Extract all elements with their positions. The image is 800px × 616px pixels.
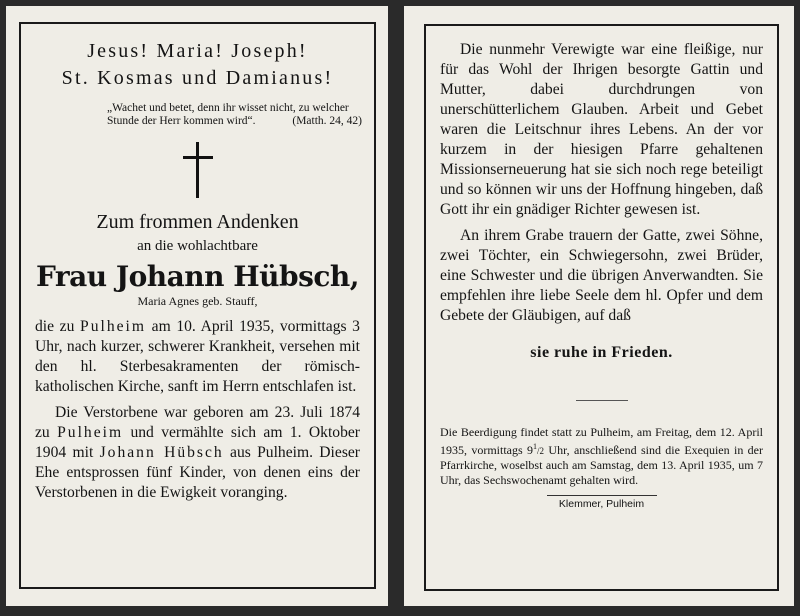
birthplace-pulheim: Pulheim bbox=[57, 424, 124, 441]
divider-line bbox=[576, 400, 628, 401]
husband-name: Johann Hübsch bbox=[99, 444, 224, 461]
invocation-line-2: St. Kosmas und Damianus! bbox=[61, 67, 334, 89]
memorial-heading: Zum frommen Andenken bbox=[96, 211, 299, 233]
latin-cross-icon bbox=[183, 142, 213, 198]
rest-in-peace: sie ruhe in Frieden. bbox=[530, 344, 673, 361]
place-pulheim: Pulheim bbox=[80, 318, 147, 335]
biography-paragraph: Die Verstorbene war geboren am 23. Juli 1874 zu Pulheim und vermählte sich am 1. Oktober 1904 mit Johann Hübsch aus Pulheim. Dieser Ehe entsprossen fünf Kinder, von denen eins der Verstorbenen in die Ewigkeit voranging. bbox=[35, 404, 360, 501]
printer-imprint: Klemmer, Pulheim bbox=[547, 495, 657, 510]
death-notice-paragraph: die zu Pulheim am 10. April 1935, vormittags 3 Uhr, nach kurzer, schwerer Krankheit, versehen mit den hl. Sterbesakramenten der römisch-katholischen Kirche, sanft im Herrn entschlafen ist. bbox=[35, 318, 360, 395]
character-paragraph: Die nunmehr Verewigte war eine fleißige, nur für das Wohl der Ihrigen besorgte Gattin und Mutter, dabei durchdrungen von unerschütterlichem Glauben. Arbeit und Gebet waren die Leitschnur ihres Lebens. An der vor kurzem in der hiesigen Pfarre gehaltenen Missionserneuerung hat sie sich noch rege beteiligt und so können wir uns der Hoffnung hingeben, daß Gott ihr ein gnädiger Richter gewesen ist. bbox=[440, 41, 763, 218]
dedication-line: an die wohlachtbare bbox=[137, 238, 258, 254]
right-card-frame bbox=[424, 24, 779, 591]
mourners-paragraph: An ihrem Grabe trauern der Gatte, zwei Söhne, zwei Töchter, ein Schwiegersohn, zwei Brüder, eine Schwester und die übrigen Anverwandten. Sie empfehlen ihre liebe Seele dem hl. Opfer und dem Gebete der Gläubigen, auf daß bbox=[440, 227, 763, 324]
right-card-page bbox=[404, 6, 794, 606]
bible-quote-reference: (Matth. 24, 42) bbox=[292, 115, 362, 127]
funeral-notice: Die Beerdigung findet statt zu Pulheim, am Freitag, dem 12. April 1935, vormittags $9^1/2$ Uhr, anschließend sind die Exequien in der Pfarrkirche, woselbst auch am Samstag, dem 13. April 1935, um 7 Uhr, das Sechswochenamt gehalten wird. bbox=[440, 425, 764, 487]
deceased-name: Frau Johann Hübsch, bbox=[35, 260, 360, 293]
invocation-line-1: Jesus! Maria! Joseph! bbox=[87, 40, 308, 62]
bible-quote bbox=[107, 102, 362, 128]
maiden-name: Maria Agnes geb. Stauff, bbox=[137, 294, 258, 308]
left-card-frame bbox=[19, 22, 376, 589]
bible-quote-text: „Wachet und betet, denn ihr wisset nicht, zu welcher Stunde der Herr kommen wird“. bbox=[107, 102, 349, 127]
left-card-page bbox=[6, 6, 388, 606]
